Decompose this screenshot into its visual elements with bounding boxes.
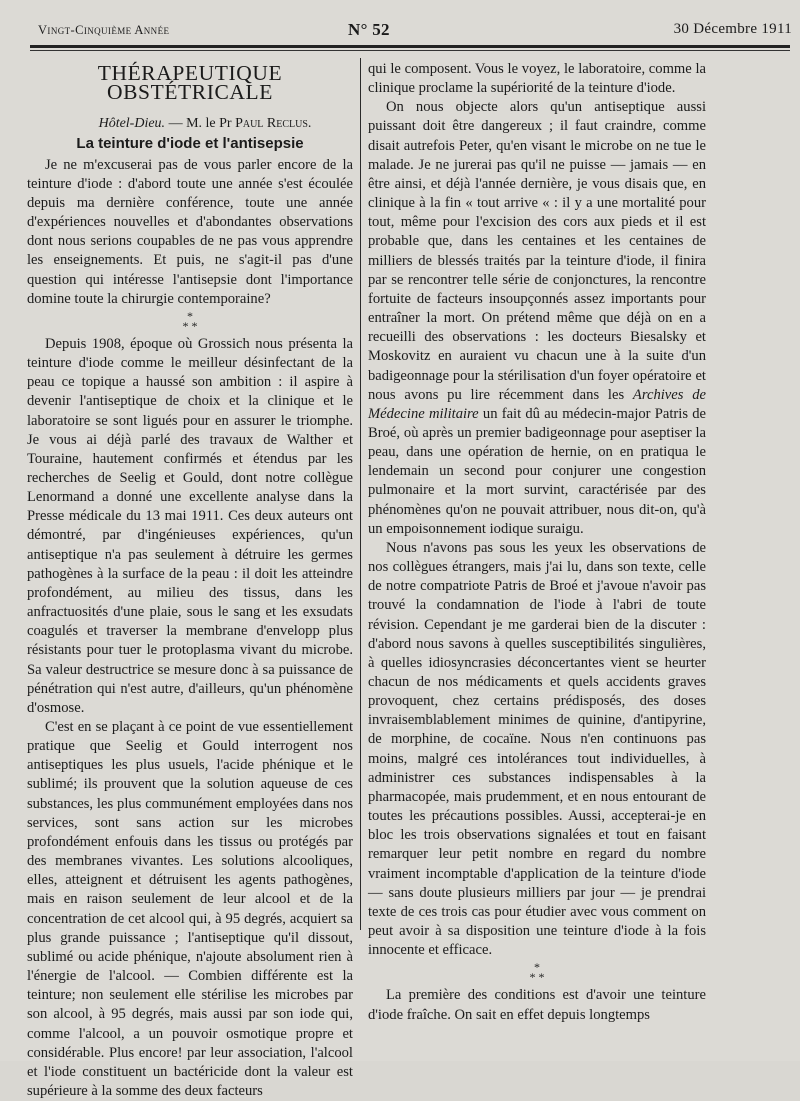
header-rule-thin — [30, 50, 790, 51]
header-rule-thick — [30, 45, 790, 48]
column-divider — [360, 58, 361, 930]
asterism-top: * — [534, 960, 540, 975]
paragraph-continued: qui le composent. Vous le voyez, le laboratoire, comme la clinique proclame la supériorité de la teinture d'iode. — [368, 61, 706, 97]
paragraph-text: un fait dû au médecin-major Patris de Broé, où après un premier badigeonnage pour aseptiser la peau, dans une opération de hernie, on en pratiqua le lendemain un second pour conjurer une congestion pulmonaire et la mort survint, caractérisée par des phénomènes qu'on ne pouvait attribuer, nous dit-on, qu'à un empoisonnement iodique suraigu. — [368, 405, 707, 537]
paragraph — [368, 98, 706, 539]
paragraph-text: On nous objecte alors qu'un antiseptique aussi puissant doit être dangereux ; il faut craindre, comme disait autrefois Peter, qu'en visant le microbe on ne tue le malade. Je ne jurerai pas qu'il ne puisse — jamais — en être ainsi, et déjà l'année dernière, je vous disais que, en clinique à la fin « tout arrive « : il y a une mortalité pour tout, même pour l'excision des cors aux pieds et il est probable que, dans les centaines et les centaines de milliers de blessés traités par la teinture d'iode, il finira par se rencontrer telle série de conjonctures, la rencontre fortuite de facteurs insoupçonnés assez importants pour entraîner la mort. On prétend même que déjà on en a recueilli des observations : les docteurs Biesalsky et Moskovitz en auraient vu chacun une à la suite d'un badigeonnage pour la stérilisation d'un foyer opératoire et nous avons pu lire récemment dans les — [368, 99, 706, 403]
asterism-top: * — [187, 308, 193, 323]
header-volume: Vingt-Cinquième Année — [38, 23, 170, 37]
section-title: THÉRAPEUTIQUE OBSTÉTRICALE — [97, 61, 283, 105]
running-head — [28, 20, 792, 42]
byline — [57, 114, 353, 133]
paragraph: La première des conditions est d'avoir une teinture d'iode fraîche. On sait en effet depuis longtemps — [368, 987, 706, 1023]
header-issue-number: N° 52 — [348, 20, 390, 39]
paragraph: Nous n'avons pas sous les yeux les observations de nos collègues étrangers, mais j'ai lu, dans son texte, celle de notre compatriote Patris de Broé et j'avoue n'avoir pas trouvé la condamnation de l'iode à l'abri de toute révision. Cependant je me garderai bien de la discuter : d'abord nous savons à quelles susceptibilités singulières, à quelles idiosyncrasies déconcertantes vient se heurter chacun de nos médicaments et quels accidents graves provoquent, chez certains prédisposés, des doses invraisemblablement minimes de quinine, d'antipyrine, de morphine, de cocaïne. Nous n'en continuons pas moins, malgré ces intolérances tout individuelles, à administrer ces substances indispensables à la pharmacopée, mais prudemment, et en nous entourant de toutes les précautions possibles. Aussi, accepterai-je en bloc les trois observations signalées et tout en faisant remarquer leur petit nombre en regard du nombre vraiment incomptable d'application de la teinture d'iode — sans doute plusieurs milliers par jour — je prendrai texte de ces trois cas pour étudier avec vous comment on peut avoir à sa disposition une teinture d'iode à la fois innocente et efficace. — [368, 539, 706, 959]
asterism-bottom: * * — [529, 970, 545, 985]
journal-title: Archives de Médecine militaire — [368, 386, 706, 422]
paragraph: Depuis 1908, époque où Grossich nous présenta la teinture d'iode comme le meilleur désinfectant de la peau ce topique a haussé son ambition : il aspire à devenir l'antiseptique de choix et la clinique et le laboratoire se sont ligués pour en assurer le triomphe. Je vous ai déjà parlé des travaux de Walther et Touraine, hautement confirmés et étendus par les recherches de Seelig et Gould, dont notre collègue Lenormand a donné une excellente analyse dans la Presse médicale du 13 mai 1911. Ces deux auteurs ont démontré, par d'ingénieuses expériences, qu'un antiseptique n'a pas seulement à détruire les germes pathogènes à la surface de la peau : il doit les atteindre profondément, au milieu des tissus, dans les anfractuosités d'une plaie, sous le sang et les exsudats coagulés et traverser la membrane d'envelopp plus résistants pour tuer le protoplasma vivant du microbe. Sa valeur destructrice se mesure donc à sa puissance de pénétration qui n'est autre, d'ailleurs, qu'un phénomène d'osmose. — [27, 335, 353, 716]
header-date: 30 Décembre 1911 — [673, 21, 792, 37]
asterism — [368, 962, 706, 984]
byline-place: Hôtel-Dieu. — [98, 116, 166, 132]
paragraph: C'est en se plaçant à ce point de vue essentiellement pratique que Seelig et Gould interrogent nos antiseptiques les plus usuels, l'acide phénique et le sublimé; ils prouvent que la solution aqueuse de ces substances, les plus communément employées dans nos services, sont sans action sur les microbes profondément enfouis dans les tissus ou protégés par des membranes vivantes. Les solutions alcooliques, elles, atteignent et détruisent les agents pathogènes, mais en raison seulement de leur alcool et de la concentration de cet alcool qui, à 95 degrés, acquiert sa plus grande puissance ; l'antiseptique qu'il dissout, sublimé ou acide phénique, n'ajoute absolument rien à l'énergie de l'alcool. — Combien différente est la teinture; non seulement elle stérilise les microbes par son alcool, à 95 degrés, mais aussi par son iode qui, comme l'alcool, a un pouvoir osmotique propre et considérable. Plus encore! par leur association, l'alcool et l'iode constituent un bactéricide dont la valeur est supérieure à la somme des deux facteurs — [27, 719, 353, 1099]
byline-separator: — M. le Pr — [165, 116, 236, 132]
byline-author: Paul Reclus. — [235, 116, 312, 132]
left-column — [27, 60, 353, 1101]
asterism — [27, 308, 353, 333]
paragraph: Je ne m'excuserai pas de vous parler encore de la teinture d'iode : d'abord toute une année s'est écoulée depuis ma dernière conférence, toute une année d'expériences nouvelles et d'abondantes observations dont nous serions coupables de ne pas vous apprendre les enseignements. Et puis, ne s'agit-il pas d'une question qui intéresse l'antisepsie dont l'importance domine toute la chirurgie contemporaine? — [27, 156, 353, 307]
article-subtitle: La teinture d'iode et l'antisepsie — [76, 135, 304, 153]
asterism-bottom: * * — [182, 318, 198, 333]
right-column — [368, 60, 706, 1025]
